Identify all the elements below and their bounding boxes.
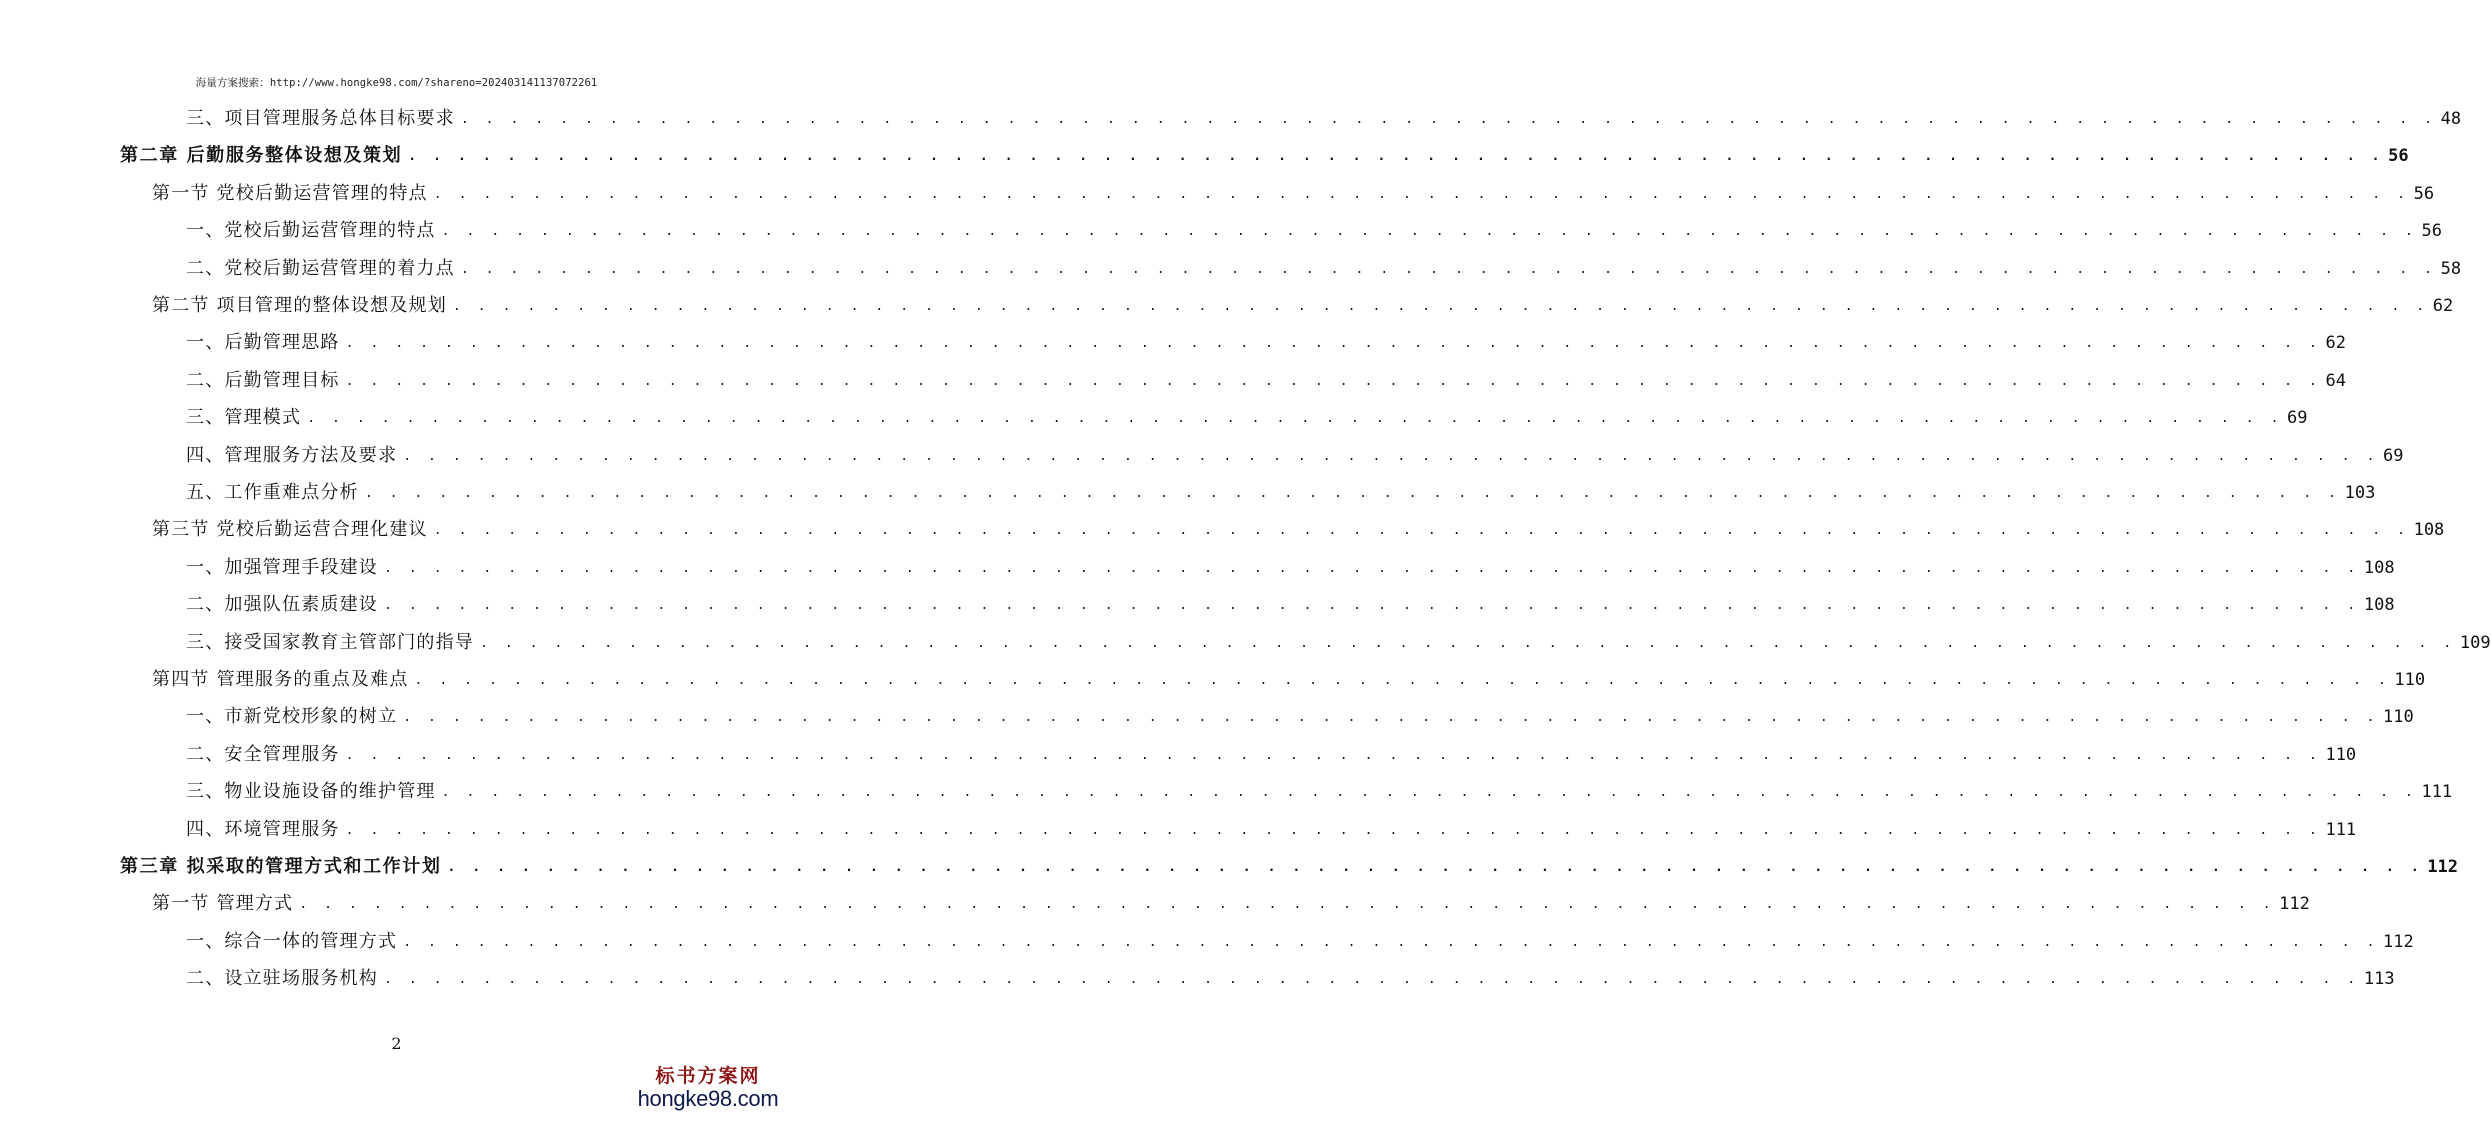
toc-leader-dots: . . . . . . . . . . . . . . . . . . . . . . . . . . . . . . . . . . . . . . . . . . . . . . . . . . . . . . . . . . . . . . . . . . . . . . . . . . . . . . . .	[364, 486, 2341, 501]
toc-leader-dots: . . . . . . . . . . . . . . . . . . . . . . . . . . . . . . . . . . . . . . . . . . . . . . . . . . . . . . . . . . . . . . . . . . . . . . . . . . . . . . . .	[433, 186, 2410, 202]
toc-entry-title: 一、市新党校形象的树立	[186, 706, 398, 728]
page-number: 2	[391, 1034, 402, 1053]
toc-entry-title: 二、安全管理服务	[186, 743, 340, 765]
toc-entry-title: 四、环境管理服务	[186, 818, 340, 840]
toc-leader-dots: . . . . . . . . . . . . . . . . . . . . . . . . . . . . . . . . . . . . . . . . . . . . . . . . . . . . . . . . . . . . . . . . . . . . . . . . . . . . . . . .	[480, 635, 2456, 651]
toc-chapter-entry[interactable]	[120, 137, 2409, 167]
toc-item-entry[interactable]	[186, 324, 2346, 354]
toc-entry-page: 112	[2279, 894, 2310, 915]
toc-leader-dots: . . . . . . . . . . . . . . . . . . . . . . . . . . . . . . . . . . . . . . . . . . . . . . . . . . . . . . . . . . . . . . . . . . . . . . . . . . . . . . . .	[403, 710, 2380, 726]
toc-leader-dots: . . . . . . . . . . . . . . . . . . . . . . . . . . . . . . . . . . . . . . . . . . . . . . . . . . . . . . . . . . . . . . . . . . . . . . . . . . . . . . . .	[403, 934, 2380, 950]
toc-item-entry[interactable]	[186, 437, 2404, 467]
toc-entry-page: 110	[2325, 744, 2357, 765]
toc-leader-dots: . . . . . . . . . . . . . . . . . . . . . . . . . . . . . . . . . . . . . . . . . . . . . . . . . . . . . . . . . . . . . . . . . . . . . . . . . . . . . . . .	[299, 897, 2276, 913]
toc-item-entry[interactable]	[186, 549, 2395, 579]
toc-leader-dots: . . . . . . . . . . . . . . . . . . . . . . . . . . . . . . . . . . . . . . . . . . . . . . . . . . . . . . . . . . . . . . . . . . . . . . . . . . . . . . . .	[345, 336, 2322, 352]
toc-entry-title: 五、工作重难点分析	[186, 482, 359, 503]
toc-chapter-entry[interactable]	[120, 848, 2459, 878]
toc-leader-dots: . . . . . . . . . . . . . . . . . . . . . . . . . . . . . . . . . . . . . . . . . . . . . . . . . . . . . . . . . . . . . . . . . . . . . . . . . . . . . . . .	[384, 972, 2360, 988]
toc-entry-page: 56	[2413, 183, 2435, 204]
toc-leader-dots: . . . . . . . . . . . . . . . . . . . . . . . . . . . . . . . . . . . . . . . . . . . . . . . . . . . . . . . . . . . . . . . . . . . . . . . . . . . . . . . .	[345, 373, 2322, 389]
toc-entry-title: 一、后勤管理思路	[186, 332, 340, 354]
toc-entry-page: 109	[2459, 632, 2491, 653]
toc-entry-title: 第四节 管理服务的重点及难点	[152, 669, 409, 690]
toc-entry-page: 56	[2388, 146, 2409, 167]
toc-entry-title: 二、党校后勤运营管理的着力点	[186, 257, 455, 279]
toc-entry-title: 三、物业设施设备的维护管理	[186, 781, 436, 803]
toc-section-entry[interactable]	[152, 175, 2435, 205]
toc-entry-page: 108	[2363, 595, 2395, 616]
toc-leader-dots: . . . . . . . . . . . . . . . . . . . . . . . . . . . . . . . . . . . . . . . . . . . . . . . . . . . . . . . . . . . . . . . . . . . . . . . . . . . . . . . .	[384, 560, 2360, 576]
toc-item-entry[interactable]	[186, 624, 2491, 654]
toc-item-entry[interactable]	[186, 362, 2346, 392]
toc-leader-dots: . . . . . . . . . . . . . . . . . . . . . . . . . . . . . . . . . . . . . . . . . . . . . . . . . . . . . . . . . . . . . . . . . . . . . . . . . . . . . . . .	[433, 523, 2410, 539]
toc-item-entry[interactable]	[186, 960, 2395, 990]
toc-entry-title: 三、管理模式	[186, 407, 302, 429]
watermark-cn-text: 标书方案网	[655, 1064, 761, 1087]
toc-entry-page: 112	[2427, 857, 2459, 877]
toc-entry-title: 三、接受国家教育主管部门的指导	[186, 631, 474, 653]
toc-entry-title: 二、设立驻场服务机构	[186, 968, 378, 990]
toc-item-entry[interactable]	[186, 773, 2453, 803]
toc-leader-dots: . . . . . . . . . . . . . . . . . . . . . . . . . . . . . . . . . . . . . . . . . . . . . . . . . . . . . . . . . . . . . . . . . . . . . . . . . . . . . . . .	[414, 673, 2391, 688]
toc-entry-page: 111	[2325, 819, 2357, 840]
toc-item-entry[interactable]	[186, 586, 2395, 616]
toc-leader-dots: . . . . . . . . . . . . . . . . . . . . . . . . . . . . . . . . . . . . . . . . . . . . . . . . . . . . . . . . . . . . . . . . . . . . . . . . . . . . . . . .	[345, 822, 2322, 838]
watermark-en-text: hongke98.com	[637, 1085, 779, 1111]
toc-leader-dots: . . . . . . . . . . . . . . . . . . . . . . . . . . . . . . . . . . . . . . . . . . . . . . . . . . . . . . . . . . . . . . . . . . . . . . . . . . . . . . . .	[460, 112, 2437, 127]
toc-entry-title: 二、加强队伍素质建设	[186, 594, 378, 616]
toc-leader-dots: . . . . . . . . . . . . . . . . . . . . . . . . . . . . . . . . . . . . . . . . . . . . . . . . . . . . . . . . . . . . . . . . . . . . . . . . . . . . . . . .	[345, 747, 2322, 763]
toc-entry-page: 112	[2383, 931, 2414, 952]
toc-entry-page: 69	[2287, 408, 2308, 429]
toc-section-entry[interactable]	[152, 511, 2445, 541]
toc-leader-dots: . . . . . . . . . . . . . . . . . . . . . . . . . . . . . . . . . . . . . . . . . . . . . . . . . . . . . . . . . . . . . . . . . . . . . . . . . . . . . . . .	[441, 224, 2418, 240]
toc-item-entry[interactable]	[186, 811, 2357, 841]
toc-leader-dots: . . . . . . . . . . . . . . . . . . . . . . . . . . . . . . . . . . . . . . . . . . . . . . . . . . . . . . . . . . . . . . . . . . . . . . . . . . . . . . . .	[460, 261, 2437, 277]
toc-section-entry[interactable]	[152, 885, 2310, 915]
toc-item-entry[interactable]	[186, 399, 2308, 429]
toc-entry-title: 四、管理服务方法及要求	[186, 444, 398, 466]
toc-leader-dots: . . . . . . . . . . . . . . . . . . . . . . . . . . . . . . . . . . . . . . . . . . . . . . . . . . . . . . . . . . . . . . . . . . . . . . . . . . . . . . . .	[384, 598, 2360, 614]
toc-entry-title: 二、后勤管理目标	[186, 369, 340, 391]
toc-entry-page: 108	[2413, 520, 2445, 541]
toc-item-entry[interactable]	[186, 923, 2414, 953]
toc-entry-title: 第一节 管理方式	[152, 893, 294, 915]
toc-leader-dots: . . . . . . . . . . . . . . . . . . . . . . . . . . . . . . . . . . . . . . . . . . . . . . . . . . . . . . . . . . . . . . . . . . . . . . . . . . . . . . . .	[452, 299, 2429, 314]
toc-entry-title: 第三节 党校后勤运营合理化建议	[152, 519, 428, 541]
toc-entry-page: 113	[2363, 969, 2395, 990]
watermark-logo	[633, 1064, 783, 1111]
toc-item-entry[interactable]	[186, 250, 2462, 280]
toc-leader-dots: . . . . . . . . . . . . . . . . . . . . . . . . . . . . . . . . . . . . . . . . . . . . . . . . . . . . . . . . . . . . . . . . . . . . . . . . . . . . . . . .	[441, 785, 2418, 801]
toc-entry-title: 第二章 后勤服务整体设想及策划	[120, 145, 403, 167]
toc-entry-page: 64	[2325, 370, 2346, 391]
toc-entry-title: 第二节 项目管理的整体设想及规划	[152, 295, 447, 316]
toc-item-entry[interactable]	[186, 474, 2376, 504]
toc-leader-dots: . . . . . . . . . . . . . . . . . . . . . . . . . . . . . . . . . . . . . . . . . . . . . . . . . . . . . . . . . . . . . . . . . . . . . . . . . . . . . . . .	[403, 448, 2380, 464]
toc-item-entry[interactable]	[186, 212, 2442, 242]
toc-entry-page: 111	[2421, 782, 2453, 803]
toc-entry-title: 一、加强管理手段建设	[186, 556, 378, 578]
toc-section-entry[interactable]	[152, 661, 2426, 691]
toc-entry-page: 62	[2325, 333, 2346, 354]
toc-section-entry[interactable]	[152, 287, 2454, 317]
toc-entry-page: 103	[2344, 483, 2376, 503]
toc-entry-page: 108	[2363, 557, 2395, 578]
toc-leader-dots: . . . . . . . . . . . . . . . . . . . . . . . . . . . . . . . . . . . . . . . . . . . . . . . . . . . . . . . . . . . . . . . . . . . . . . . . . . . . . . . .	[408, 149, 2385, 165]
toc-entry-page: 48	[2440, 109, 2462, 129]
toc-leader-dots: . . . . . . . . . . . . . . . . . . . . . . . . . . . . . . . . . . . . . . . . . . . . . . . . . . . . . . . . . . . . . . . . . . . . . . . . . . . . . . . .	[447, 860, 2424, 875]
toc-leader-dots: . . . . . . . . . . . . . . . . . . . . . . . . . . . . . . . . . . . . . . . . . . . . . . . . . . . . . . . . . . . . . . . . . . . . . . . . . . . . . . . .	[307, 411, 2284, 427]
page-header-url: 海量方案搜索：http://www.hongke98.com/?shareno=202403141137072261	[195, 77, 598, 89]
toc-entry-page: 58	[2440, 258, 2462, 279]
toc-item-entry[interactable]	[186, 698, 2414, 728]
toc-item-entry[interactable]	[186, 736, 2357, 766]
toc-item-entry[interactable]	[186, 100, 2462, 130]
toc-entry-page: 62	[2432, 296, 2454, 316]
toc-entry-page: 56	[2421, 221, 2442, 242]
toc-entry-title: 一、党校后勤运营管理的特点	[186, 220, 436, 242]
toc-entry-title: 一、综合一体的管理方式	[186, 930, 398, 952]
toc-entry-page: 69	[2383, 445, 2404, 466]
toc-entry-title: 第一节 党校后勤运营管理的特点	[152, 182, 428, 204]
toc-entry-page: 110	[2394, 670, 2426, 690]
toc-entry-page: 110	[2383, 707, 2414, 728]
toc-entry-title: 第三章 拟采取的管理方式和工作计划	[120, 856, 442, 877]
toc-entry-title: 三、项目管理服务总体目标要求	[186, 108, 455, 129]
